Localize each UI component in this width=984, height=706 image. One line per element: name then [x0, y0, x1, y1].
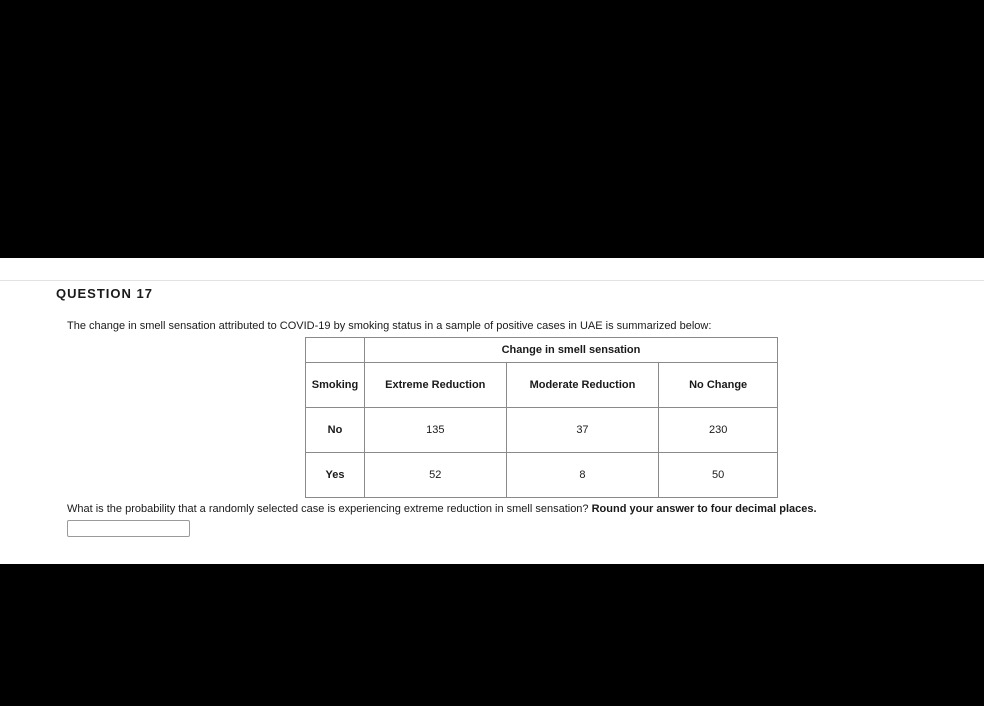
divider: [0, 280, 984, 281]
question-panel: [0, 258, 984, 564]
table-row: [306, 453, 778, 498]
table-group-header: Change in smell sensation: [364, 338, 777, 363]
row-label-no: No: [306, 408, 365, 453]
table-header-row: [306, 363, 778, 408]
table-cell: 37: [506, 408, 659, 453]
table-cell: 135: [364, 408, 506, 453]
table-cell: 8: [506, 453, 659, 498]
question-heading: QUESTION 17: [56, 286, 153, 301]
table-row: [306, 408, 778, 453]
frequency-table: [305, 337, 778, 498]
table-row-header: Smoking: [306, 363, 365, 408]
table-cell: 52: [364, 453, 506, 498]
table-corner-cell: [306, 338, 365, 363]
answer-prompt: [67, 503, 817, 515]
question-text: The change in smell sensation attributed to COVID-19 by smoking status in a sample of positive cases in UAE is summarized below:: [67, 320, 712, 332]
column-header-no-change: No Change: [659, 363, 778, 408]
column-header-extreme-reduction: Extreme Reduction: [364, 363, 506, 408]
answer-input[interactable]: [67, 520, 190, 537]
table-title-row: [306, 338, 778, 363]
prompt-instruction: Round your answer to four decimal places.: [591, 503, 817, 515]
table-cell: 50: [659, 453, 778, 498]
table-cell: 230: [659, 408, 778, 453]
column-header-moderate-reduction: Moderate Reduction: [506, 363, 659, 408]
prompt-text: What is the probability that a randomly selected case is experiencing extreme reduction in smell sensation?: [67, 503, 592, 515]
row-label-yes: Yes: [306, 453, 365, 498]
